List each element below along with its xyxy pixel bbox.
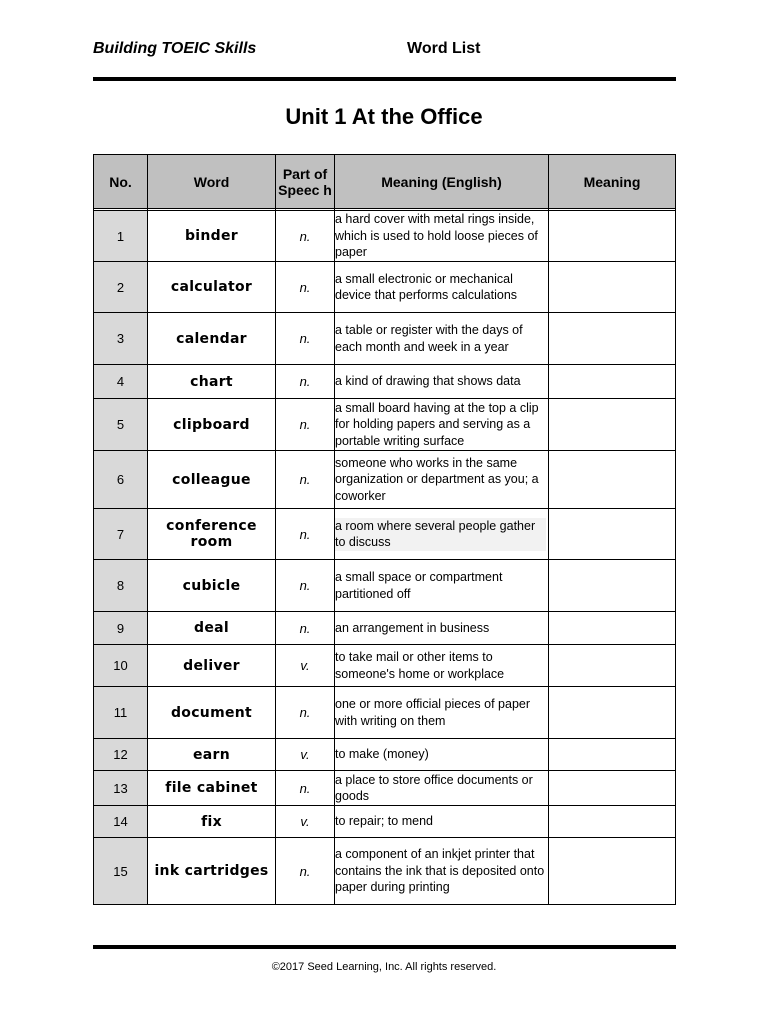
row-meaning-english: someone who works in the same organization or department as you; a coworker [335, 451, 549, 509]
table-row [94, 739, 676, 771]
row-word: ink cartridges [148, 838, 276, 905]
row-word: document [148, 687, 276, 739]
row-number: 15 [94, 838, 148, 905]
column-header-meaning: Meaning [549, 155, 676, 209]
row-number: 7 [94, 509, 148, 560]
row-word: calculator [148, 262, 276, 313]
row-meaning-english: to take mail or other items to someone's home or workplace [335, 645, 549, 687]
row-word: calendar [148, 313, 276, 365]
row-part-of-speech: v. [276, 645, 335, 687]
row-word: earn [148, 739, 276, 771]
row-word: colleague [148, 451, 276, 509]
row-part-of-speech: n. [276, 509, 335, 560]
row-meaning-english: to repair; to mend [335, 806, 549, 838]
row-number: 11 [94, 687, 148, 739]
column-header-no: No. [94, 155, 148, 209]
table-row [94, 806, 676, 838]
row-meaning [549, 399, 676, 451]
row-meaning-english: a place to store office documents or goods [335, 771, 549, 806]
row-number: 8 [94, 560, 148, 612]
table-row [94, 771, 676, 806]
row-meaning-english: a kind of drawing that shows data [335, 365, 549, 399]
row-meaning-english: a small space or compartment partitioned off [335, 560, 549, 612]
row-meaning-english: a hard cover with metal rings inside, which is used to hold loose pieces of paper [335, 211, 549, 262]
row-part-of-speech: n. [276, 365, 335, 399]
row-number: 3 [94, 313, 148, 365]
table-row [94, 612, 676, 645]
row-word: deliver [148, 645, 276, 687]
row-meaning [549, 771, 676, 806]
page-header [93, 40, 676, 64]
row-meaning-english: an arrangement in business [335, 612, 549, 645]
row-word: chart [148, 365, 276, 399]
table-row [94, 365, 676, 399]
row-part-of-speech: n. [276, 560, 335, 612]
row-meaning [549, 806, 676, 838]
row-number: 13 [94, 771, 148, 806]
row-meaning [549, 365, 676, 399]
row-meaning-english: a small board having at the top a clip for holding papers and serving as a portable writing surface [335, 399, 549, 451]
word-list-table [93, 154, 676, 905]
row-word: fix [148, 806, 276, 838]
table-header-row [94, 155, 676, 209]
row-number: 6 [94, 451, 148, 509]
row-number: 1 [94, 211, 148, 262]
row-meaning [549, 560, 676, 612]
table-row [94, 838, 676, 905]
table-row [94, 645, 676, 687]
table-row [94, 399, 676, 451]
row-meaning [549, 838, 676, 905]
row-meaning [549, 612, 676, 645]
column-header-word: Word [148, 155, 276, 209]
row-part-of-speech: n. [276, 211, 335, 262]
row-word: file cabinet [148, 771, 276, 806]
row-word: deal [148, 612, 276, 645]
column-header-meaning-english: Meaning (English) [335, 155, 549, 209]
section-title: Word List [407, 40, 481, 57]
table-row [94, 211, 676, 262]
row-part-of-speech: n. [276, 399, 335, 451]
row-word: cubicle [148, 560, 276, 612]
page-title: Unit 1 At the Office [285, 104, 483, 129]
footer-rule [93, 945, 676, 949]
row-meaning-english-text: a room where several people gather to discuss [335, 518, 546, 551]
row-part-of-speech: n. [276, 612, 335, 645]
row-meaning [549, 313, 676, 365]
table-body [94, 209, 676, 905]
row-meaning-english: a small electronic or mechanical device that performs calculations [335, 262, 549, 313]
row-meaning-english: a component of an inkjet printer that contains the ink that is deposited onto paper during printing [335, 838, 549, 905]
row-part-of-speech: n. [276, 687, 335, 739]
copyright-footer: ©2017 Seed Learning, Inc. All rights reserved. [271, 961, 497, 973]
row-number: 9 [94, 612, 148, 645]
row-meaning [549, 739, 676, 771]
header-rule [93, 77, 676, 81]
book-title: Building TOEIC Skills [93, 40, 257, 57]
row-word: conference room [148, 509, 276, 560]
row-number: 12 [94, 739, 148, 771]
column-header-part-of-speech: Part of Speec h [276, 155, 335, 209]
row-word: clipboard [148, 399, 276, 451]
row-part-of-speech: n. [276, 838, 335, 905]
row-meaning [549, 211, 676, 262]
row-number: 4 [94, 365, 148, 399]
row-meaning-english: one or more official pieces of paper with writing on them [335, 687, 549, 739]
row-meaning [549, 509, 676, 560]
table-row [94, 313, 676, 365]
row-word: binder [148, 211, 276, 262]
row-number: 10 [94, 645, 148, 687]
table-row [94, 509, 676, 560]
table-row [94, 262, 676, 313]
row-number: 5 [94, 399, 148, 451]
table-row [94, 687, 676, 739]
table-row [94, 560, 676, 612]
row-meaning [549, 645, 676, 687]
row-part-of-speech: v. [276, 806, 335, 838]
row-meaning [549, 687, 676, 739]
row-part-of-speech: n. [276, 262, 335, 313]
row-meaning-english [335, 509, 549, 560]
row-part-of-speech: n. [276, 771, 335, 806]
row-part-of-speech: n. [276, 313, 335, 365]
row-part-of-speech: n. [276, 451, 335, 509]
row-number: 2 [94, 262, 148, 313]
row-meaning [549, 262, 676, 313]
row-number: 14 [94, 806, 148, 838]
row-meaning-english: a table or register with the days of each month and week in a year [335, 313, 549, 365]
row-meaning-english: to make (money) [335, 739, 549, 771]
row-part-of-speech: v. [276, 739, 335, 771]
table-row [94, 451, 676, 509]
row-meaning [549, 451, 676, 509]
